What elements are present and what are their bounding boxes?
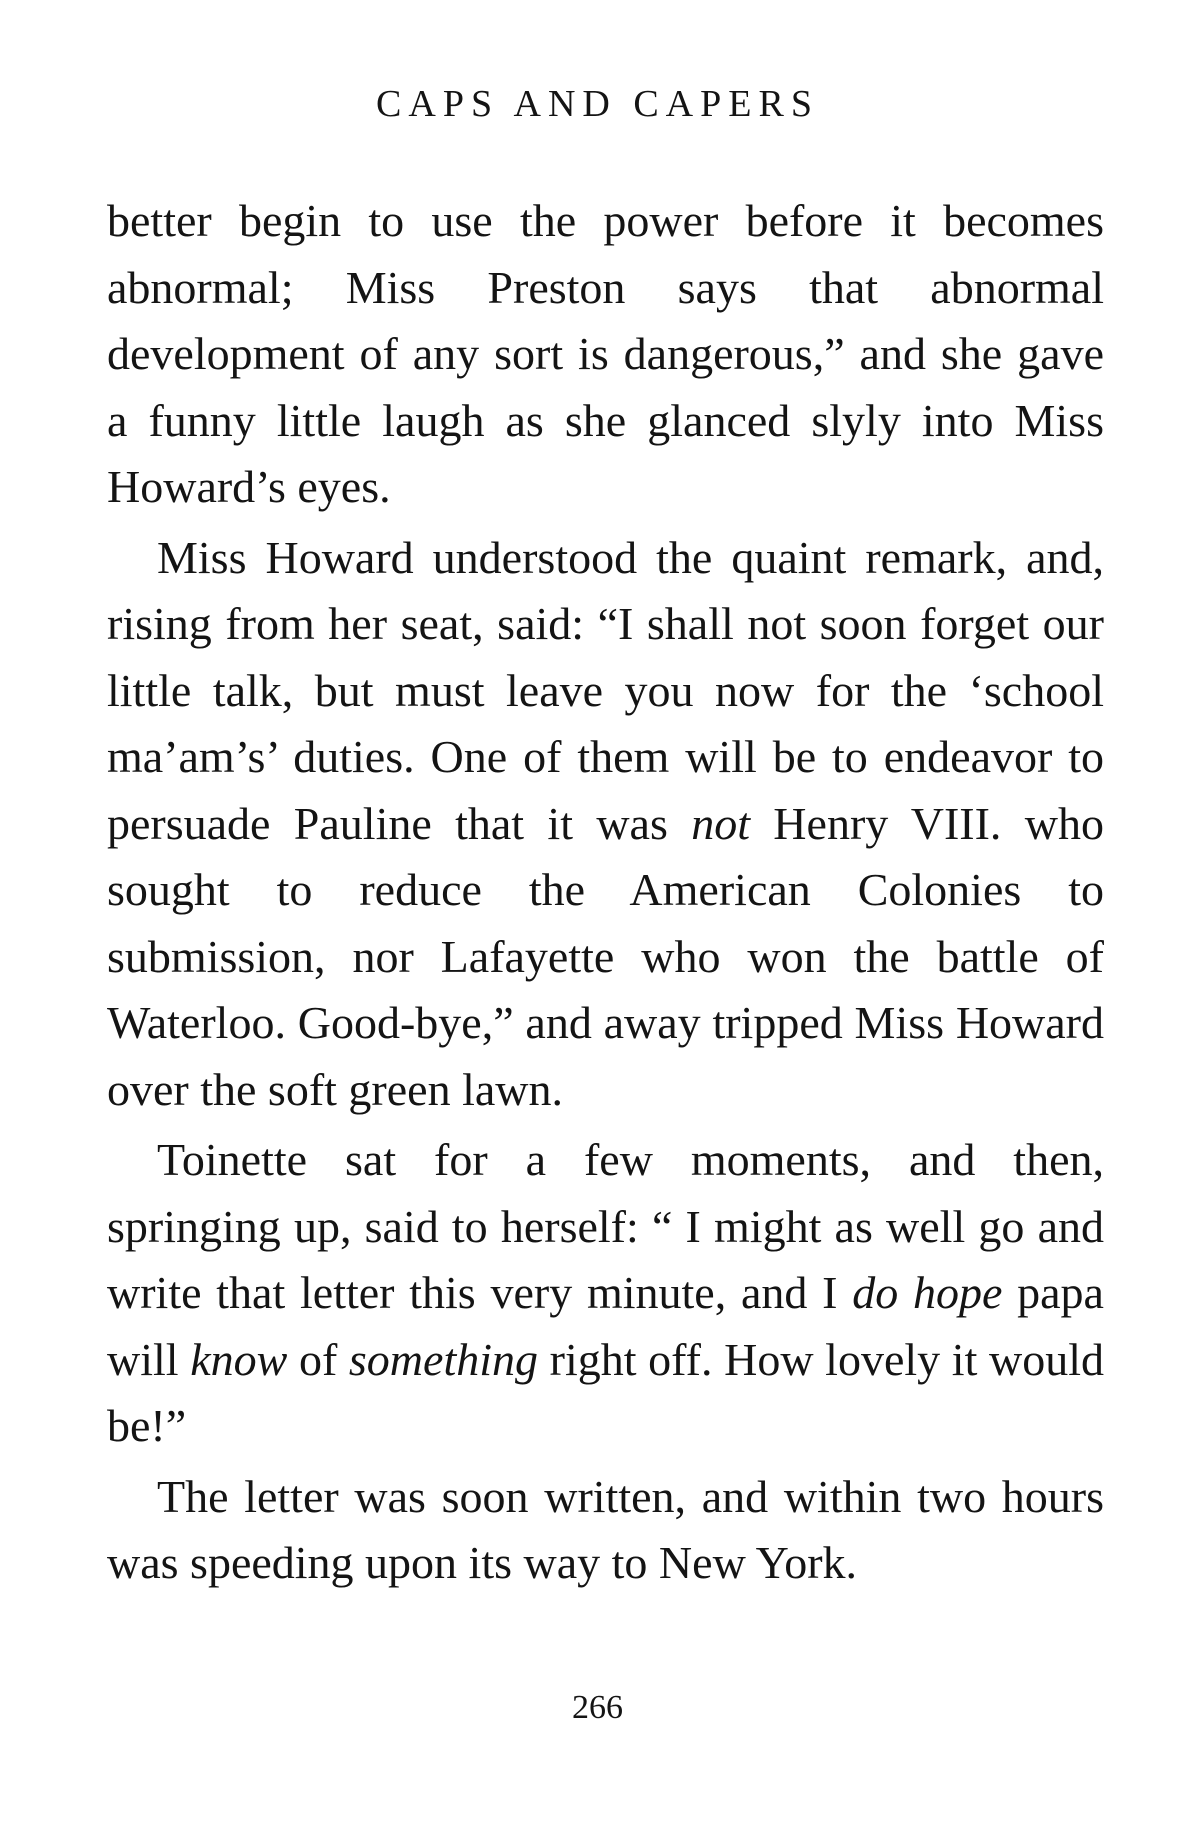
paragraph xyxy=(107,1127,1104,1460)
paragraph-text: Toinette sat for a few moments, and then, springing up, said to herself: “ I might as well go and write that letter this very minute, and I xyxy=(107,1134,1104,1318)
paragraph-text: right off. How lovely it would be!” xyxy=(107,1333,1104,1451)
paragraph-text: of xyxy=(287,1333,349,1385)
paragraph-text: Henry VIII. who sought to reduce the American Colonies to submission, nor Lafayette who won the battle of Waterloo. Good-bye,” and away tripped Miss Howard over the soft green lawn. xyxy=(107,797,1104,1115)
paragraph xyxy=(107,525,1104,1124)
italic-text: do hope xyxy=(852,1267,1003,1318)
running-title: CAPS AND CAPERS xyxy=(376,83,819,125)
paragraph-text: papa will xyxy=(107,1267,1104,1385)
paragraph-text: The letter was soon written, and within two hours was speeding upon its way to New York. xyxy=(107,1470,1104,1588)
body-text xyxy=(107,188,1104,1597)
italic-text: know xyxy=(190,1333,288,1385)
paragraph-text: Miss Howard understood the quaint remark, and, rising from her seat, said: “I shall not soon forget our little talk, but must leave you now for the ‘school ma’am’s’ duties. One of them will be to endeavor to persuade Pauline that it was xyxy=(107,531,1104,849)
italic-text: not xyxy=(691,797,750,849)
paragraph xyxy=(107,188,1104,521)
italic-text: something xyxy=(348,1333,539,1385)
page-number: 266 xyxy=(572,1689,623,1726)
paragraph xyxy=(107,1464,1104,1597)
paragraph-text: better begin to use the power before it becomes abnormal; Miss Preston says that abnormal development of any sort is dangerous,” and she gave a funny little laugh as she glanced slyly into Miss Howard’s eyes. xyxy=(107,195,1104,512)
